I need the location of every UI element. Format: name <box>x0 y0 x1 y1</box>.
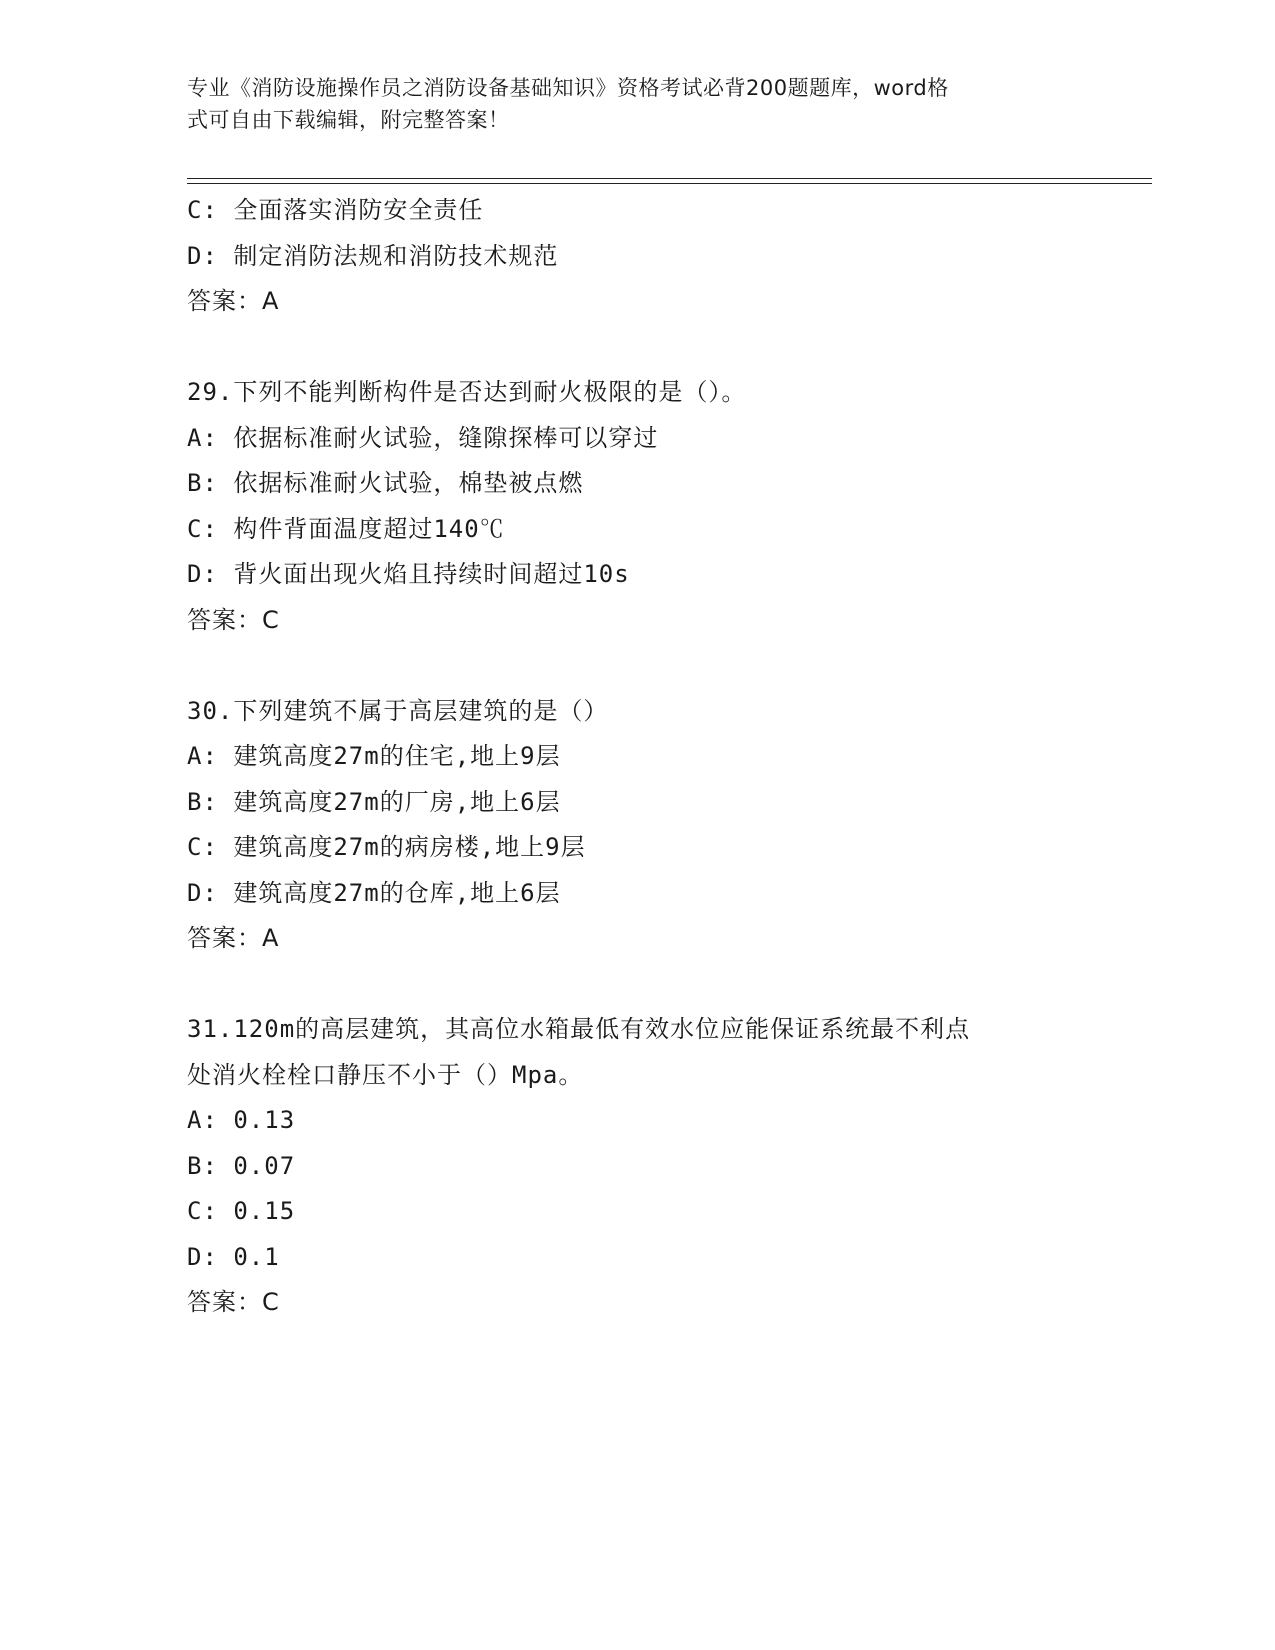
header-divider-top <box>187 178 1152 179</box>
question-31-option-c: C: 0.15 <box>187 1197 296 1225</box>
prev-option-d: D: 制定消防法规和消防技术规范 <box>187 241 559 270</box>
spacer <box>187 643 1087 689</box>
spacer <box>187 325 1087 371</box>
header-line-2: 式可自由下载编辑，附完整答案！ <box>187 108 510 132</box>
prev-answer: 答案：A <box>187 287 280 315</box>
question-content <box>187 188 1087 1326</box>
question-29-answer: 答案：C <box>187 605 280 634</box>
question-29-stem: 29.下列不能判断构件是否达到耐火极限的是（）。 <box>187 378 747 406</box>
question-30-stem: 30.下列建筑不属于高层建筑的是（） <box>187 696 609 725</box>
question-31-stem-line-1: 31.120m的高层建筑，其高位水箱最低有效水位应能保证系统最不利点 <box>187 1015 971 1043</box>
question-29-option-d: D: 背火面出现火焰且持续时间超过10s <box>187 560 630 588</box>
question-31-stem-line-2: 处消火栓栓口静压不小于（）Mpa。 <box>187 1060 584 1089</box>
question-31-option-d: D: 0.1 <box>187 1242 280 1271</box>
question-30-option-a: A: 建筑高度27m的住宅,地上9层 <box>187 742 561 770</box>
question-30-answer: 答案：A <box>187 924 280 952</box>
question-29-option-c: C: 构件背面温度超过140℃ <box>187 514 505 543</box>
question-30-option-d: D: 建筑高度27m的仓库,地上6层 <box>187 878 561 907</box>
question-30-option-b: B: 建筑高度27m的厂房,地上6层 <box>187 787 561 816</box>
question-31-option-a: A: 0.13 <box>187 1106 296 1134</box>
header-divider-bottom <box>187 183 1152 184</box>
prev-option-c: C: 全面落实消防安全责任 <box>187 196 484 224</box>
question-31-option-b: B: 0.07 <box>187 1151 296 1180</box>
question-29-option-a: A: 依据标准耐火试验，缝隙探棒可以穿过 <box>187 423 659 452</box>
question-29-option-b: B: 依据标准耐火试验，棉垫被点燃 <box>187 469 584 497</box>
question-31-answer: 答案：C <box>187 1288 280 1316</box>
question-30-option-c: C: 建筑高度27m的病房楼,地上9层 <box>187 833 586 861</box>
header-line-1: 专业《消防设施操作员之消防设备基础知识》资格考试必背200题题库，word格 <box>187 76 949 100</box>
document-header <box>187 72 1067 136</box>
spacer <box>187 962 1087 1008</box>
